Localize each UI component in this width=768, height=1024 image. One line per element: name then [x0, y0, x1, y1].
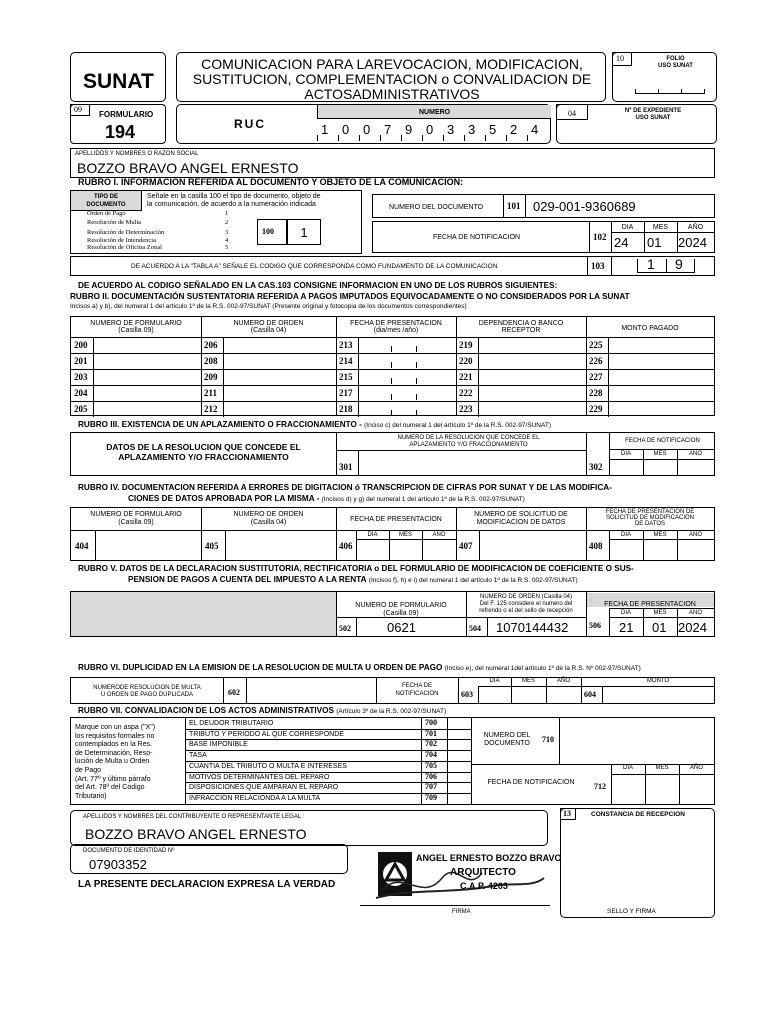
rubro2-cell-code: 201 [74, 356, 88, 366]
rubro5-title: RUBRO V. DATOS DE LA DECLARACION SUSTITUTORIA, RECTIFICATORIA o DEL FORMULARIO DE MODIFICACION DE COEFICIENTE O SUS- [78, 564, 634, 573]
rubro7-instruction-line: los requisitos formales no [75, 732, 155, 740]
rubro2-cell-code: 217 [339, 388, 353, 398]
rubro2-header: (dia/mes /año) [373, 327, 419, 334]
ruc-digit: 0 [426, 122, 435, 137]
rubro2-header: DEPENDENCIA O BANCO [478, 320, 564, 327]
field-101[interactable]: 029-001-9360689 [533, 199, 636, 214]
rubro7-checkbox[interactable] [447, 718, 471, 729]
rubro7-item-label: DISPOSICIONES QUE AMPARAN EL REPARO [189, 784, 339, 792]
rubro2-input[interactable] [224, 385, 336, 401]
rubro7-item-label: TRIBUTO Y PERIODO AL QUE CORRESPONDE [189, 730, 344, 738]
rubro2-input[interactable] [224, 401, 336, 417]
doc-type-label: Resolución de Determinación [87, 229, 165, 236]
rubro7-instruction-line: de Pago [75, 767, 102, 774]
rubro2-cell-code: 225 [589, 340, 603, 350]
rubro4-box: NUMERO DE FORMULARIO (Casilla 09) NUMERO DE ORDEN (Casilla 04) FECHA DE PRESENTACION NUMERO DE SOLICITUD DE MODIFICACION DE DATOS FECHA DE PRESENTACION DE SOLICITUD DE MODIFICACION DE DATOS DIA MES AÑO DIA MES AÑO 404 405 406 407 408 [70, 507, 715, 561]
taxpayer-name: BOZZO BRAVO ANGEL ERNESTO [77, 160, 299, 176]
doc-type-label: Orden de Pago [87, 210, 126, 217]
rubro2-cell-code: 214 [339, 356, 353, 366]
doc-type-list [87, 211, 237, 253]
rubro2-input[interactable] [359, 353, 456, 369]
field-506-dia[interactable]: 21 [619, 620, 634, 635]
formulario-label: FORMULARIO [99, 110, 154, 119]
rubro2-cell-code: 227 [589, 372, 603, 382]
tipo-documento-box: TIPO DE DOCUMENTO Señale en la casilla 100 el tipo de documento, objeto de la comunicación, de acuerdo a la numeración indicada Orden de Pago 1 Resolución de Multa 2 Resolución de Determinación 3 Resolución de Intendencia 4 Resolución de Oficina Zonal 5 100 1 [70, 190, 362, 254]
rubro7-instruction-line: (Art. 77º y último párrafo [75, 775, 151, 783]
page-title-line1: COMUNICACION PARA LAREVOCACION, MODIFICACION, [201, 56, 583, 72]
rubro6-box: NUMERODE RESOLUCION DE MULTA U ORDEN DE PAGO DUPLICADA 602 FECHA DE NOTIFICACION 603 DIA MES AÑO 604 MONTO [70, 677, 715, 704]
doc-type-code: 4 [225, 236, 229, 244]
rubro2-header: (Casilla 09) [118, 327, 154, 334]
rubro2-cell-code: 212 [204, 404, 218, 414]
doc-type-code: 3 [225, 229, 229, 236]
rubro7-checkbox[interactable] [447, 729, 471, 740]
doc-type-code: 2 [225, 219, 229, 226]
declaration-text: LA PRESENTE DECLARACION EXPRESA LA VERDAD [78, 879, 336, 890]
rubro2-header: MONTO PAGADO [621, 325, 679, 332]
rubro7-instruction-line: Tributario) [75, 792, 107, 800]
rubro2-input[interactable] [94, 385, 201, 401]
rubro7-checkbox[interactable] [447, 750, 471, 761]
rubro7-instruction-line: del Art. 78º del Codigo [75, 784, 145, 792]
rubro1-title: RUBRO I. INFORMACION REFERIDA AL DOCUMENTO Y OBJETO DE LA COMUNICACION: [78, 177, 464, 187]
rubro2-header: (Casilla 04) [250, 327, 287, 334]
ruc-digit: 1 [321, 122, 330, 137]
rubro2-cell-code: 222 [459, 388, 473, 398]
tabla-a-box: DE ACUERDO A LA "TABLA A" SEÑALE EL CODIGO QUE CORRESPONDA COMO FUNDAMENTO DE LA COMUNICACION 103 1 9 [70, 256, 715, 276]
rubro2-input[interactable] [94, 353, 201, 369]
rubro7-checkbox[interactable] [447, 793, 471, 804]
rubro2-cell-code: 208 [204, 356, 218, 366]
ruc-digit: 3 [447, 122, 456, 137]
ruc-digits [317, 123, 551, 143]
folio-box: 10 FOLIO USO SUNAT [612, 52, 717, 102]
rubro2-cell-code: 218 [339, 404, 353, 414]
expediente-box: 04 Nº DE EXPEDIENTE USO SUNAT [556, 104, 717, 144]
rubro2-input[interactable] [479, 369, 586, 385]
doc-type-label: Resolución de Intendencia [87, 236, 156, 244]
rubro7-item-label: MOTIVOS DETERMINANTES DEL REPARO [189, 773, 330, 781]
rubro2-input[interactable] [94, 337, 201, 353]
rubro6-title: RUBRO VI. DUPLICIDAD EN LA EMISION DE LA RESOLUCION DE MULTA U ORDEN DE PAGO [78, 663, 443, 672]
doc-type-code: 1 [225, 210, 229, 217]
rubro7-checkbox[interactable] [447, 761, 471, 772]
field-102-dia[interactable]: 24 [614, 235, 629, 250]
rubro2-header: NUMERO DE ORDEN [233, 320, 304, 327]
rubro7-title: RUBRO VII. CONVALIDACION DE LOS ACTOS ADMINISTRATIVOS [78, 706, 334, 715]
doc-type-label: Resolución de Oficina Zonal [87, 244, 162, 251]
rubro2-header: RECEPTOR [501, 327, 541, 334]
constancia-box: 13 CONSTANCIA DE RECEPCION SELLO Y FIRMA [560, 808, 715, 918]
rubro7-item-code: 709 [425, 792, 437, 802]
rubro2-cell-code: 221 [459, 372, 473, 382]
rubro7-item-code: 702 [425, 739, 437, 749]
taxpayer-name-box: APELLIDOS Y NOMBRES O RAZON SOCIAL BOZZO BRAVO ANGEL ERNESTO [70, 148, 715, 178]
rubro2-input[interactable] [609, 337, 714, 353]
representative-name: BOZZO BRAVO ANGEL ERNESTO [85, 826, 307, 842]
rubro7-item-label: CUANTIA DEL TRIBUTO O MULTA E INTERESES [189, 762, 347, 770]
rubro3-box: DATOS DE LA RESOLUCION QUE CONCEDE EL APLAZAMIENTO Y/O FRACCIONAMIENTO NUMERO DE LA RESOLUCION QUE CONCEDE EL APLAZAMIENTO Y/O FRACCIONAMIENTO 301 FECHA DE NOTIFICACION 302 DIA MES AÑO [70, 432, 715, 476]
field-102-mes[interactable]: 01 [647, 235, 662, 250]
rubro7-box: Marque con un aspa ("X") los requisitos formales no contemplados en la Res. de Determinación, Reso- lución de Multa u Orden de Pago (Art. 77º y último párrafo del Art. 78º del Codigo Tributario) EL DEUDOR TRIBUTARIO 700 TRIBUTO Y PERIODO AL QUE CORRESPONDE 701 BASE IMPONIBLE 702 TASA 704 CUANTIA DEL TRIBUTO O MULTA E INTERESES 705 MOTIVOS DETERMINANTES DEL REPARO 706 DISPOSICIONES QUE AMPARAN EL REPARO 707 INFRACCION RELACIONDA A LA MULTA 709 NUMERO DEL DOCUMENTO 710 FECHA DE NOTIFICACION 712 DIA MES AÑO [70, 717, 715, 805]
ruc-box: RUC NUMERO 1 0 0 7 9 0 3 3 5 2 4 [176, 104, 551, 144]
rubro2-input[interactable] [479, 385, 586, 401]
rubro2-input[interactable] [224, 337, 336, 353]
rubro2-cell-code: 211 [204, 388, 218, 398]
field-301[interactable] [586, 433, 587, 475]
field-103[interactable]: 1 9 [637, 259, 695, 273]
rubro2-input[interactable] [94, 401, 201, 417]
field-102-anio[interactable]: 2024 [678, 235, 707, 250]
rubro2-cell-code: 206 [204, 340, 218, 350]
rubro2-header: FECHA DE PRESENTACION [350, 320, 442, 327]
rubro7-instruction-line: de Determinación, Reso- [75, 749, 153, 757]
signature-stamp: ANGEL ERNESTO BOZZO BRAVO ARQUITECTO C.A.P. 4203 [372, 848, 548, 906]
ruc-digit: 0 [342, 122, 351, 137]
rubro7-instruction-line: lución de Multa u Orden [75, 758, 150, 766]
rubro7-item-label: INFRACCION RELACIONDA A LA MULTA [189, 794, 321, 802]
sunat-logo: SUNAT [83, 70, 154, 93]
rubro7-checkbox[interactable] [447, 782, 471, 793]
rubro2-input[interactable] [479, 337, 586, 353]
rubro2-input[interactable] [359, 337, 456, 353]
rubro2-input[interactable] [359, 401, 456, 417]
sunat-logo-box [70, 52, 166, 102]
formulario-number: 194 [105, 122, 136, 142]
rubro2-header: NUMERO DE FORMULARIO [90, 320, 182, 327]
rubro7-item-code: 707 [425, 782, 437, 792]
rubro2-cell-code: 220 [459, 356, 473, 366]
rubro2-input[interactable] [359, 385, 456, 401]
field-506-anio[interactable]: 2024 [678, 620, 707, 635]
rubro2-cell-code: 228 [589, 388, 603, 398]
rubro2-cell-code: 226 [589, 356, 603, 366]
dni-box: DOCUMENTO DE IDENTIDAD Nº 07903352 [70, 844, 348, 874]
rubro7-checkbox[interactable] [447, 772, 471, 783]
rubro4-title: RUBRO IV. DOCUMENTACION REFERIDA A ERRORES DE DIGITACION ó TRANSCRIPCION DE CIFRAS POR SUNAT Y DE LAS MODIFICA- [78, 483, 612, 492]
dni-value: 07903352 [89, 857, 147, 872]
rubro2-input[interactable] [479, 401, 586, 417]
formulario-box: 09 FORMULARIO 194 [70, 104, 166, 144]
numdoc-box: NUMERO DEL DOCUMENTO 101 029-001-9360689 [372, 194, 715, 218]
rubro7-instruction-line: contemplados en la Res. [75, 741, 153, 749]
fecha-notificacion-box: FECHA DE NOTIFICACION 102 DIA MES AÑO 24 01 2024 [372, 221, 715, 253]
rubro2-cell-code: 205 [74, 404, 88, 414]
doc-type-label: Resolución de Multa [87, 219, 142, 226]
title-box [176, 52, 606, 102]
rubro2-title: RUBRO II. DOCUMENTACIÓN SUSTENTATORIA REFERIDA A PAGOS IMPUTADOS EQUIVOCADAMENTE O NO CONSIDERADOS POR LA SUNAT [70, 292, 630, 301]
rubro7-items [185, 718, 447, 804]
representative-name-box: APELLIDOS Y NOMBRES DEL CONTRIBUYENTE O REPRESENTANTE LEGAL : BOZZO BRAVO ANGEL ERNESTO [70, 810, 548, 846]
rubro2-input[interactable] [224, 369, 336, 385]
rubro2-cell-code: 219 [459, 340, 473, 350]
rubro7-instruction-line: Marque con un aspa ("X") [75, 724, 156, 731]
ruc-digit: 2 [510, 122, 519, 137]
field-504[interactable]: 1070144432 [496, 620, 569, 635]
rubro2-cell-code: 215 [339, 372, 353, 382]
doc-type-code: 5 [225, 244, 229, 251]
rubro2-input[interactable] [479, 353, 586, 369]
rubro7-item-code: 701 [425, 728, 437, 738]
rubro2-input[interactable] [609, 385, 714, 401]
rubro2-cell-code: 213 [339, 340, 353, 350]
rubro2-input[interactable] [609, 353, 714, 369]
rubro7-item-code: 704 [425, 750, 437, 760]
rubro7-item-label: BASE IMPONIBLE [189, 741, 248, 749]
rubro2-cell-code: 223 [459, 404, 473, 414]
rubro2-cell-code: 229 [589, 404, 603, 414]
rubro7-item-code: 706 [425, 771, 437, 781]
ruc-digit: 7 [384, 122, 393, 137]
rubro2-cell-code: 203 [74, 372, 88, 382]
rubro2-input[interactable] [94, 369, 201, 385]
rubro2-cell-code: 209 [204, 372, 218, 382]
field-506-mes[interactable]: 01 [652, 620, 667, 635]
page-title-line2: SUSTITUCION, COMPLEMENTACION o CONVALIDACION DE [192, 71, 592, 87]
rubro7-item-label: EL DEUDOR TRIBUTARIO [189, 720, 274, 727]
rubro7-checkbox[interactable] [447, 739, 471, 750]
rubro2-input[interactable] [609, 401, 714, 417]
ruc-label: RUC [234, 117, 266, 131]
rubro2-cell-code: 204 [74, 388, 88, 398]
rubro2-input[interactable] [609, 369, 714, 385]
ruc-digit: 9 [405, 122, 414, 137]
rubro3-title: RUBRO III. EXISTENCIA DE UN APLAZAMIENTO O FRACCIONAMIENTO - [78, 420, 362, 429]
field-100[interactable]: 1 [287, 219, 321, 245]
rubro7-item-code: 705 [425, 760, 437, 770]
ruc-digit: 0 [363, 122, 372, 137]
field-502[interactable]: 0621 [387, 620, 416, 635]
rubro5-box: NUMERO DE FORMULARIO (Casilla 09) NUMERO DE ORDEN (Casilla 04) Del F. 125 considere el numero del refrendo o el del sello de recepción FECHA DE PRESENTACION DIA MES AÑO 502 0621 504 1070144432 506 21 01 2024 [70, 591, 715, 637]
ruc-digit: 4 [531, 122, 540, 137]
rubro7-item-code: 700 [425, 718, 437, 727]
rubro2-table [70, 316, 715, 416]
rubro2-input[interactable] [359, 369, 456, 385]
rubro2-cell-code: 200 [74, 340, 88, 350]
page-title-line3: ACTOSADMINISTRATIVOS [304, 86, 480, 102]
rubro7-item-label: TASA [189, 752, 207, 760]
ruc-digit: 5 [489, 122, 498, 137]
rubro2-input[interactable] [224, 353, 336, 369]
ruc-digit: 3 [468, 122, 477, 137]
